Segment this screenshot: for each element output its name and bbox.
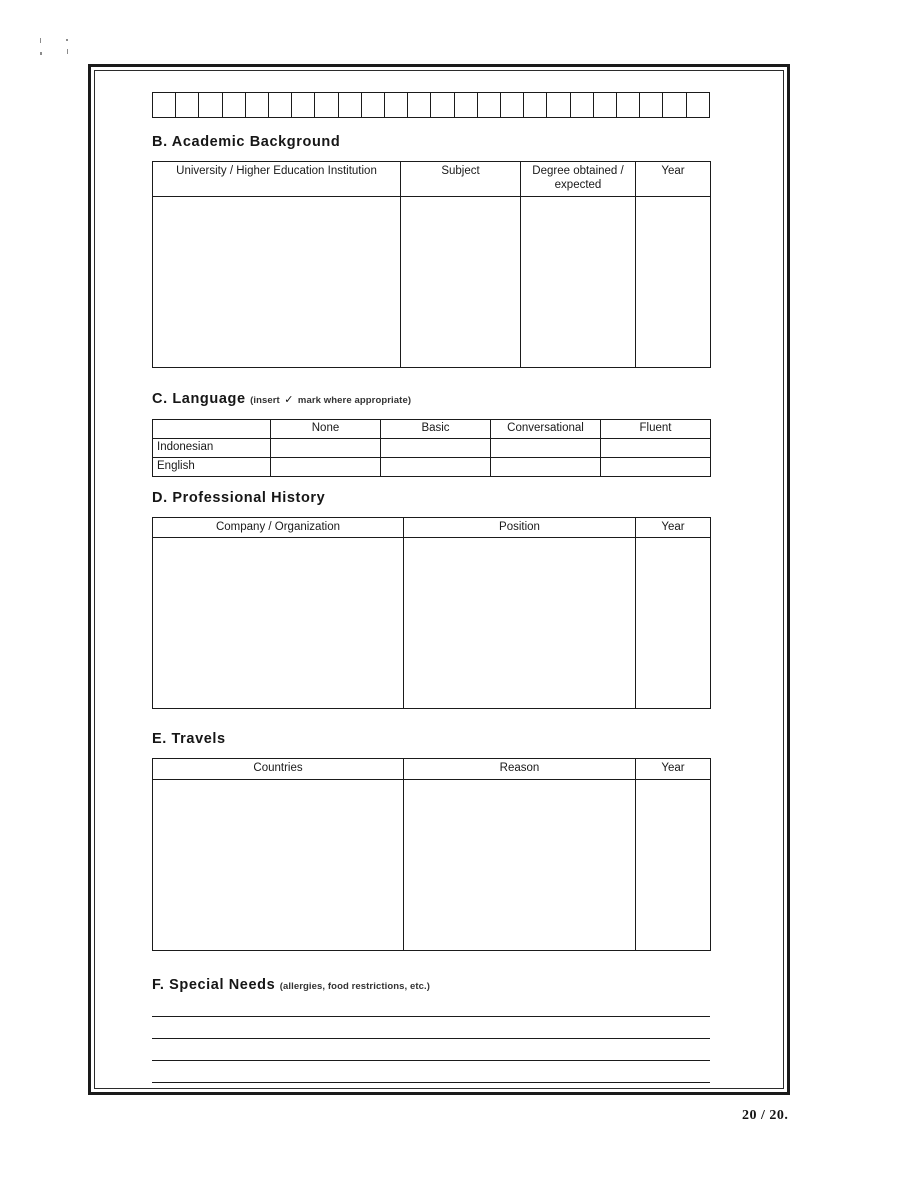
checkbox-indonesian-conversational[interactable] (491, 438, 601, 457)
section-heading-language (152, 390, 712, 408)
comb-cell[interactable] (455, 93, 478, 117)
column-header-position: Position (404, 517, 636, 537)
cell-subject[interactable] (401, 196, 521, 367)
comb-cell[interactable] (408, 93, 431, 117)
comb-cell[interactable] (594, 93, 617, 117)
comb-cell[interactable] (246, 93, 269, 117)
comb-cell[interactable] (617, 93, 640, 117)
form-content (152, 92, 712, 1083)
comb-cell[interactable] (431, 93, 454, 117)
comb-cell[interactable] (663, 93, 686, 117)
language-note-prefix: (insert (250, 394, 280, 406)
cell-year[interactable] (636, 538, 711, 709)
comb-cell[interactable] (524, 93, 547, 117)
cell-university[interactable] (153, 196, 401, 367)
column-header-year: Year (636, 162, 711, 197)
column-header-company: Company / Organization (153, 517, 404, 537)
comb-character-field[interactable] (152, 92, 710, 118)
section-heading-special-needs-text: F. Special Needs (152, 976, 276, 993)
language-label-english: English (153, 457, 271, 476)
checkbox-indonesian-basic[interactable] (381, 438, 491, 457)
column-header-reason: Reason (404, 759, 636, 779)
special-needs-line[interactable] (152, 1082, 710, 1083)
comb-cell[interactable] (478, 93, 501, 117)
section-heading-academic-background: B. Academic Background (152, 134, 341, 150)
column-header-language-blank (153, 419, 271, 438)
column-header-conversational: Conversational (491, 419, 601, 438)
checkbox-english-basic[interactable] (381, 457, 491, 476)
column-header-year: Year (636, 517, 711, 537)
column-header-fluent: Fluent (601, 419, 711, 438)
cell-year[interactable] (636, 196, 711, 367)
checkmark-icon: ✓ (284, 393, 294, 406)
cell-position[interactable] (404, 538, 636, 709)
cell-reason[interactable] (404, 779, 636, 950)
checkbox-english-none[interactable] (271, 457, 381, 476)
academic-background-table (152, 161, 711, 368)
comb-cell[interactable] (687, 93, 709, 117)
cell-company[interactable] (153, 538, 404, 709)
comb-cell[interactable] (547, 93, 570, 117)
table-row (153, 779, 711, 950)
comb-cell[interactable] (315, 93, 338, 117)
checkbox-indonesian-none[interactable] (271, 438, 381, 457)
cell-countries[interactable] (153, 779, 404, 950)
table-header-row (153, 517, 711, 537)
table-row (153, 538, 711, 709)
column-header-none: None (271, 419, 381, 438)
comb-cell[interactable] (223, 93, 246, 117)
page-number: 20 / 20. (742, 1108, 789, 1123)
comb-cell[interactable] (292, 93, 315, 117)
comb-cell[interactable] (640, 93, 663, 117)
comb-cell[interactable] (362, 93, 385, 117)
table-row-indonesian (153, 438, 711, 457)
column-header-subject: Subject (401, 162, 521, 197)
professional-history-table (152, 517, 711, 709)
table-header-row (153, 759, 711, 779)
checkbox-english-fluent[interactable] (601, 457, 711, 476)
checkbox-english-conversational[interactable] (491, 457, 601, 476)
column-header-degree: Degree obtained / expected (521, 162, 636, 197)
comb-cell[interactable] (153, 93, 176, 117)
column-header-basic: Basic (381, 419, 491, 438)
scan-speckle (67, 49, 68, 54)
section-heading-travels: E. Travels (152, 731, 226, 748)
checkbox-indonesian-fluent[interactable] (601, 438, 711, 457)
table-header-row (153, 419, 711, 438)
section-heading-special-needs (152, 976, 712, 994)
comb-cell[interactable] (176, 93, 199, 117)
comb-cell[interactable] (199, 93, 222, 117)
language-table (152, 419, 711, 477)
table-header-row (153, 162, 711, 197)
cell-degree[interactable] (521, 196, 636, 367)
section-heading-professional-history: D. Professional History (152, 489, 326, 506)
scan-speckle (40, 38, 41, 43)
column-header-year: Year (636, 759, 711, 779)
comb-cell[interactable] (269, 93, 292, 117)
scan-speckle (66, 39, 68, 41)
language-label-indonesian: Indonesian (153, 438, 271, 457)
table-row (153, 196, 711, 367)
comb-cell[interactable] (571, 93, 594, 117)
cell-year[interactable] (636, 779, 711, 950)
comb-cell[interactable] (385, 93, 408, 117)
section-heading-language-text: C. Language (152, 390, 246, 407)
language-note-suffix: mark where appropriate) (297, 394, 412, 406)
travels-table (152, 758, 711, 950)
special-needs-note: (allergies, food restrictions, etc.) (279, 980, 431, 992)
column-header-university: University / Higher Education Institution (153, 162, 401, 197)
column-header-countries: Countries (153, 759, 404, 779)
comb-cell[interactable] (501, 93, 524, 117)
comb-cell[interactable] (339, 93, 362, 117)
scan-speckle (40, 52, 42, 55)
table-row-english (153, 457, 711, 476)
